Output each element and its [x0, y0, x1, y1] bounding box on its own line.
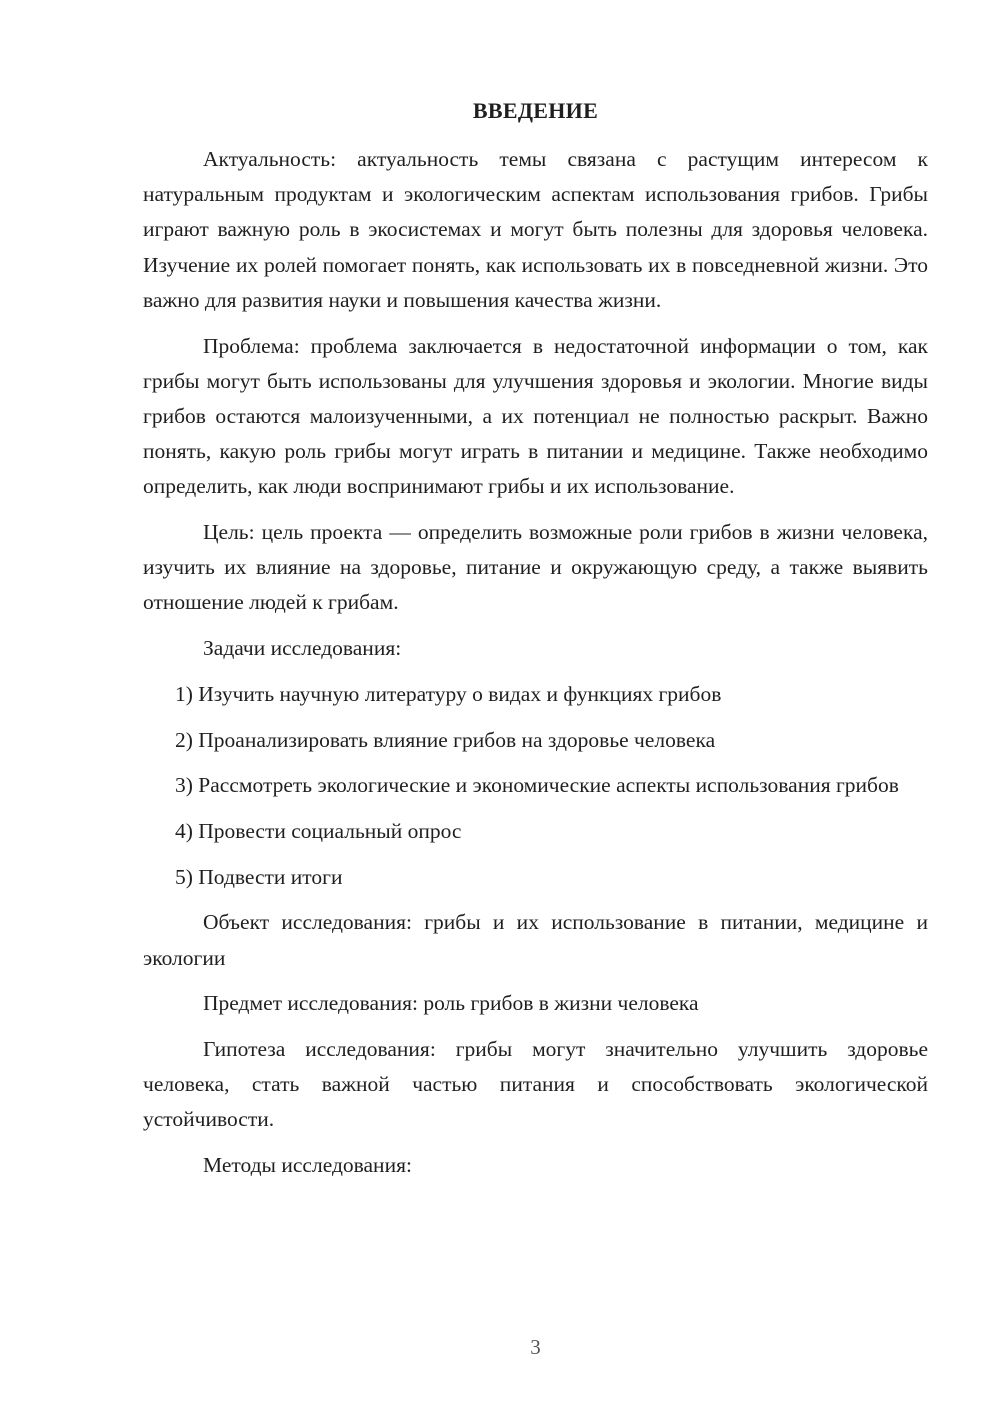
task-item-4: 4) Провести социальный опрос — [175, 818, 462, 843]
task-item-1: 1) Изучить научную литературу о видах и функциях грибов — [175, 681, 722, 706]
paragraph-relevance: Актуальность: актуальность темы связана с растущим интересом к натуральным продуктам и экологическим аспектам использования грибов. Грибы играют важную роль в экосистемах и могут быть полезны для здоровья человека. Изучение их ролей помогает понять, как использовать их в повседневной жизни. Это важно для развития науки и повышения качества жизни. — [143, 147, 928, 312]
document-body — [143, 142, 928, 1194]
document-page — [143, 0, 928, 1414]
page-title: ВВЕДЕНИЕ — [472, 98, 599, 123]
paragraph-problem: Проблема: проблема заключается в недостаточной информации о том, как грибы могут быть использованы для улучшения здоровья и экологии. Многие виды грибов остаются малоизученными, а их потенциал не полностью раскрыт. Важно понять, какую роль грибы могут играть в питании и медицине. Также необходимо определить, как люди воспринимают грибы и их использование. — [143, 333, 928, 499]
task-item-3: 3) Рассмотреть экологические и экономические аспекты использования грибов — [175, 773, 899, 798]
paragraph-subject: Предмет исследования: роль грибов в жизни человека — [203, 991, 699, 1016]
paragraph-tasks-heading: Задачи исследования: — [203, 636, 402, 661]
paragraph-methods: Методы исследования: — [203, 1153, 412, 1178]
page-number: 3 — [530, 1335, 541, 1359]
task-item-5: 5) Подвести итоги — [175, 864, 343, 889]
paragraph-hypothesis: Гипотеза исследования: грибы могут значительно улучшить здоровье человека, стать важной частью питания и способствовать экологической устойчивости. — [143, 1036, 928, 1132]
paragraph-goal: Цель: цель проекта — определить возможные роли грибов в жизни человека, изучить их влияние на здоровье, питание и окружающую среду, а также выявить отношение людей к грибам. — [143, 520, 928, 615]
task-item-2: 2) Проанализировать влияние грибов на здоровье человека — [175, 727, 716, 752]
paragraph-object: Объект исследования: грибы и их использование в питании, медицине и экологии — [143, 910, 928, 970]
